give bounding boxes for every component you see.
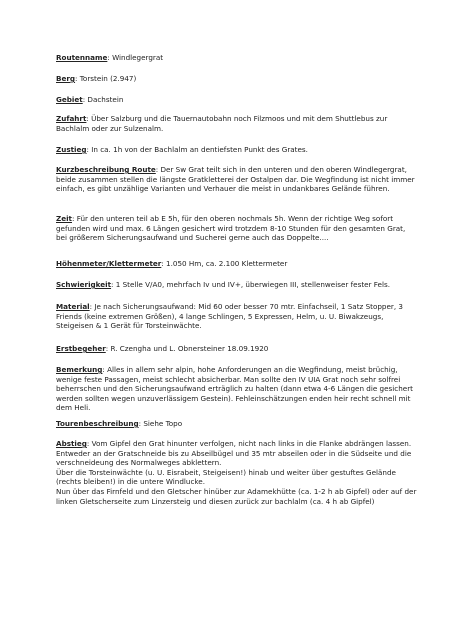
zeit-label: Zeit: [56, 214, 72, 223]
section-hoehenmeter: [56, 259, 418, 269]
material-label: Material: [56, 302, 90, 311]
section-tourenbeschreibung: [56, 419, 418, 429]
tourenbeschreibung-value: : Siehe Topo: [138, 419, 183, 428]
hoehenmeter-label: Höhenmeter/Klettermeter: [56, 259, 162, 268]
zeit-value: : Für den unteren teil ab E 5h, für den oberen nochmals 5h. Wenn der richtige Weg sofort gefunden wird und max. 6 Längen gesichert wird trotzdem 8-10 Stunden für den gesamten Grat, bei größerem Sicherungsaufwand und Sucherei gerne auch das Doppelte....: [56, 214, 406, 243]
section-abstieg: [56, 439, 418, 506]
abstieg-paragraph-2: Über die Torsteinwächte (u. U. Eisrabeit, Steigeisen!) hinab und weiter über gestuftes Gelände (rechts bleiben!) in die untere Windlucke.: [56, 467, 396, 487]
schwierigkeit-label: Schwierigkeit: [56, 280, 112, 289]
erstbegeher-label: Erstbegeher: [56, 344, 106, 353]
zufahrt-value: : Über Salzburg und die Tauernautobahn noch Filzmoos und mit dem Shuttlebus zur Bachlalm oder zur Sulzenalm.: [56, 114, 388, 133]
section-gebiet: [56, 95, 418, 105]
section-kurzbeschreibung: [56, 165, 418, 194]
berg-value: : Torstein (2.947): [75, 74, 137, 83]
section-zustieg: [56, 145, 418, 155]
section-bemerkung: [56, 365, 418, 413]
schwierigkeit-value: : 1 Stelle V/A0, mehrfach Iv und IV+, überwiegen III, stellenweiser fester Fels.: [111, 280, 390, 289]
section-zufahrt: [56, 114, 418, 133]
section-material: [56, 302, 418, 331]
gebiet-value: : Dachstein: [82, 95, 124, 104]
kurzbeschreibung-label: Kurzbeschreibung Route: [56, 165, 156, 174]
abstieg-label: Abstieg: [56, 439, 87, 448]
kurzbeschreibung-value: : Der Sw Grat teilt sich in den unteren und den oberen Windlegergrat, beide zusammen stellen die längste Gratkletterei der Ostalpen dar. Die Wegfindung ist nicht immer einfach, es gibt unzählige Varianten und Verhauer die meist in undankbares Gelände führen.: [56, 165, 415, 194]
zufahrt-label: Zufahrt: [56, 114, 87, 123]
section-erstbegeher: [56, 344, 418, 354]
section-zeit: [56, 214, 418, 243]
bemerkung-value: : Alles in allem sehr alpin, hohe Anforderungen an die Wegfindung, meist brüchig, wenige feste Passagen, meist schlecht absicherbar. Man sollte den IV UIA Grat noch sehr solfrei beherrschen und den Sicherungsaufwand erträglich zu halten (dann etwa 4-6 Längen die gesichert werden sollten wegen unzuverlässigem Gestein). Fehleinschätzungen enden heir recht schnell mit dem Heli.: [56, 365, 413, 413]
material-value: : Je nach Sicherungsaufwand: Mid 60 oder besser 70 mtr. Einfachseil, 1 Satz Stopper, 3 Friends (keine extremen Größen), 4 lange Schlingen, 5 Expressen, Helm, u. U. Biwakzeugs, Steigeisen & 1 Gerät für Torsteinwächte.: [56, 302, 403, 331]
gebiet-label: Gebiet: [56, 95, 83, 104]
abstieg-value: : Vom Gipfel den Grat hinunter verfolgen, nicht nach links in die Flanke abdrängen lassen. Entweder an der Gratschneide bis zu Abseilbügel und 35 mtr abseilen oder in die Südseite und die verschneideung des Normalweges abklettern.: [56, 439, 412, 468]
bemerkung-label: Bemerkung: [56, 365, 103, 374]
tourenbeschreibung-label: Tourenbeschreibung: [56, 419, 139, 428]
hoehenmeter-value: : 1.050 Hm, ca. 2.100 Klettermeter: [161, 259, 288, 268]
routenname-value: : Windlegergrat: [107, 53, 164, 62]
berg-label: Berg: [56, 74, 76, 83]
section-routenname: [56, 53, 418, 63]
section-schwierigkeit: [56, 280, 418, 290]
zustieg-label: Zustieg: [56, 145, 87, 154]
abstieg-paragraph-3: Nun über das Firnfeld und den Gletscher hinüber zur Adamekhütte (ca. 1-2 h ab Gipfel) oder auf der linken Gletscherseite zum Linzersteig und diesen zurück zur bachlalm (ca. 4 h ab Gipfel): [56, 486, 417, 506]
erstbegeher-value: : R. Czengha und L. Obnersteiner 18.09.1920: [105, 344, 269, 353]
zustieg-value: : In ca. 1h von der Bachlalm an dentiefsten Punkt des Grates.: [86, 145, 308, 154]
section-berg: [56, 74, 418, 84]
routenname-label: Routenname: [56, 53, 108, 62]
